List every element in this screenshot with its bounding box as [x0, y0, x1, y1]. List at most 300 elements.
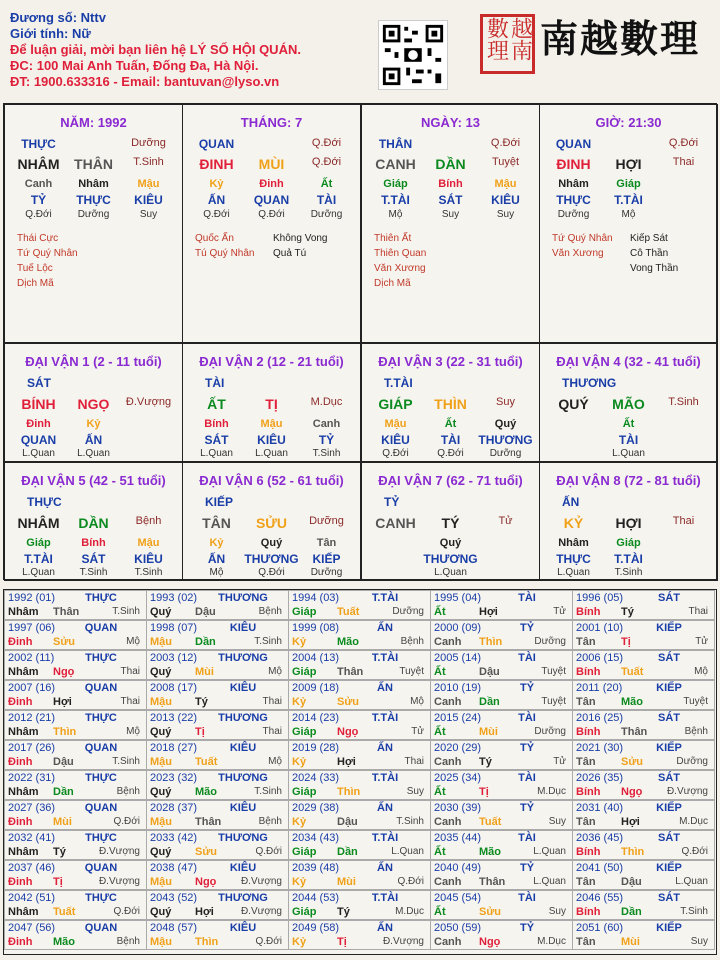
annual-phase: T.Sinh	[112, 606, 140, 617]
annual-cell	[572, 740, 715, 770]
annual-stem: Canh	[434, 756, 462, 768]
life-phase	[368, 567, 423, 578]
annual-cell	[288, 770, 431, 800]
annual-cell	[288, 830, 431, 860]
annual-stem: Ất	[434, 846, 446, 858]
annual-god: TỶ	[519, 802, 535, 814]
annual-cell	[4, 710, 147, 740]
annual-branch: Tuất	[337, 606, 360, 618]
life-phase: Mộ	[209, 567, 224, 578]
life-phase	[478, 567, 533, 578]
annual-phase: Dưỡng	[534, 726, 566, 737]
annual-god: SÁT	[658, 772, 680, 784]
ten-god: TÀI	[618, 433, 639, 447]
life-phase: Dưỡng	[489, 448, 522, 459]
pillar-top-row	[546, 137, 711, 151]
star-label: Văn Xương	[374, 263, 426, 274]
pillar-cell	[539, 104, 718, 343]
annual-stem: Nhâm	[8, 846, 39, 858]
annual-cell	[4, 860, 147, 890]
ten-god	[121, 433, 176, 447]
dai-van-gods-row	[546, 552, 711, 566]
annual-year: 2003 (12)	[150, 652, 198, 664]
annual-branch: Thìn	[621, 846, 645, 858]
annual-branch: Mùi	[53, 816, 72, 828]
annual-phase: Bệnh	[258, 816, 282, 827]
annual-year: 2046 (55)	[576, 892, 624, 904]
annual-stem: Giáp	[292, 666, 317, 678]
annual-god: KIẾP	[656, 802, 682, 814]
annual-god: THƯƠNG	[218, 652, 268, 664]
annual-phase: Mộ	[410, 696, 424, 707]
annual-phase: M.Dục	[679, 816, 708, 827]
dai-van-canchi-row	[189, 396, 354, 412]
annual-cell	[430, 620, 573, 650]
annual-stem: Quý	[150, 786, 172, 798]
annual-god: KIÊU	[229, 802, 257, 814]
ten-god: THỰC	[556, 552, 591, 566]
annual-branch: Tý	[479, 756, 492, 768]
annual-stem: Mậu	[150, 876, 172, 888]
annual-cell	[146, 650, 289, 680]
annual-stem: Kỷ	[292, 696, 307, 708]
annual-year: 2033 (42)	[150, 832, 198, 844]
annual-year: 1994 (03)	[292, 592, 340, 604]
dai-van-chi: TỊ	[265, 396, 278, 412]
annual-cell	[288, 650, 431, 680]
annual-phase: Suy	[548, 906, 566, 917]
annual-god: T.TÀI	[371, 652, 399, 664]
annual-branch: Dần	[337, 846, 358, 858]
annual-branch: Tuất	[621, 666, 644, 678]
hidden-stem: Giáp	[383, 178, 408, 190]
annual-god: THỰC	[85, 772, 117, 784]
annual-god: THỰC	[85, 712, 117, 724]
annual-year: 2045 (54)	[434, 892, 482, 904]
annual-branch: Dần	[621, 906, 642, 918]
life-phase: Mộ	[621, 209, 636, 220]
pillar-top-row	[368, 137, 533, 151]
annual-god: KIẾP	[656, 682, 682, 694]
dai-van-hidden-row	[546, 537, 711, 549]
annual-branch: Mùi	[621, 936, 640, 948]
annual-branch: Tị	[479, 786, 489, 798]
life-phase: Dưỡng	[310, 567, 343, 578]
annual-god: KIẾP	[656, 922, 682, 934]
annual-cell	[430, 650, 573, 680]
annual-year: 2011 (20)	[576, 682, 623, 694]
ten-god	[546, 433, 601, 447]
dai-van-phase-row	[189, 567, 354, 578]
dai-van-hidden-row	[11, 537, 176, 549]
annual-god: TÀI	[518, 652, 536, 664]
hidden-stem: Canh	[24, 178, 53, 190]
ten-god: ẤN	[84, 433, 103, 447]
ten-god: QUAN	[20, 433, 57, 447]
annual-stem: Mậu	[150, 936, 172, 948]
dai-van-god: T.TÀI	[384, 376, 413, 390]
annual-phase: Bệnh	[258, 606, 282, 617]
dai-van-phase: T.Sinh	[668, 396, 699, 408]
annual-branch: Sửu	[621, 756, 644, 768]
dai-van-can: TÂN	[202, 515, 231, 531]
dai-van-phase-row	[11, 448, 176, 459]
annual-stem: Nhâm	[8, 606, 39, 618]
star-label: Quốc Ấn	[195, 233, 234, 244]
annual-branch: Hợi	[337, 756, 356, 768]
annual-cell	[4, 740, 147, 770]
annual-cell	[4, 650, 147, 680]
dai-van-can: BÍNH	[21, 396, 56, 412]
ten-god: ẤN	[207, 193, 226, 207]
star-label: Tú Quý Nhân	[195, 248, 255, 259]
annual-stem: Đinh	[8, 936, 33, 948]
annual-god: SÁT	[658, 892, 680, 904]
annual-god: THƯƠNG	[218, 772, 268, 784]
pillar-top-row	[11, 137, 176, 151]
dai-van-cell	[182, 343, 361, 462]
annual-branch: Tý	[53, 846, 66, 858]
annual-year: 2008 (17)	[150, 682, 198, 694]
annual-phase: Suy	[406, 786, 424, 797]
annual-year: 1996 (05)	[576, 592, 624, 604]
annual-stem: Ất	[434, 666, 446, 678]
annual-phase: T.Sinh	[254, 786, 282, 797]
annual-branch: Tị	[53, 876, 63, 888]
pillar-phase-row	[368, 209, 533, 220]
hidden-stem: Đinh	[26, 418, 51, 430]
hidden-stem	[478, 537, 533, 549]
pillar-top: Q.Đới	[311, 137, 342, 149]
annual-phase: T.Sinh	[112, 756, 140, 767]
annual-year: 2018 (27)	[150, 742, 198, 754]
pillar-hidden-row	[11, 178, 176, 190]
hidden-stem: Quý	[439, 537, 462, 549]
annual-stem: Quý	[150, 846, 172, 858]
annual-year: 2010 (19)	[434, 682, 482, 694]
annual-table	[3, 589, 717, 955]
annual-year: 2038 (47)	[150, 862, 198, 874]
annual-branch: Mùi	[195, 666, 214, 678]
annual-phase: Q.Đới	[681, 846, 708, 857]
ten-god: ẤN	[207, 552, 226, 566]
annual-year: 2014 (23)	[292, 712, 340, 724]
star-label: Tuế Lộc	[17, 263, 53, 274]
annual-stem: Canh	[434, 816, 462, 828]
annual-god: THƯƠNG	[218, 592, 268, 604]
dai-van-phase-row	[11, 567, 176, 578]
annual-cell	[430, 710, 573, 740]
annual-branch: Thân	[479, 876, 506, 888]
annual-stem: Bính	[576, 726, 601, 738]
annual-cell	[430, 740, 573, 770]
ten-god: THƯƠNG	[478, 433, 533, 447]
annual-god: TỶ	[519, 922, 535, 934]
annual-cell	[288, 740, 431, 770]
dai-van-gods-row	[189, 433, 354, 447]
dai-van-canchi-row	[189, 515, 354, 531]
ten-god: THƯƠNG	[423, 552, 478, 566]
annual-cell	[430, 860, 573, 890]
annual-branch: Tý	[337, 906, 350, 918]
annual-year: 1997 (06)	[8, 622, 56, 634]
pillar-canchi: DẦN	[435, 156, 466, 172]
dai-van-god: ẤN	[562, 495, 580, 509]
annual-god: ẤN	[377, 622, 393, 634]
hidden-stem	[368, 537, 423, 549]
dai-van-can: ẤT	[207, 396, 226, 412]
dai-van-cell	[361, 343, 540, 462]
ten-god	[656, 193, 711, 207]
star-label: Dịch Mã	[17, 278, 54, 289]
ten-god: TÀI	[316, 193, 337, 207]
annual-cell	[146, 800, 289, 830]
life-phase: Suy	[441, 209, 460, 220]
annual-cell	[4, 890, 147, 920]
annual-god: ẤN	[377, 802, 393, 814]
annual-phase: L.Quan	[533, 846, 566, 857]
annual-cell	[572, 800, 715, 830]
dai-van-gods-row	[546, 433, 711, 447]
pillar-title: NĂM: 1992	[60, 115, 127, 130]
annual-god: T.TÀI	[371, 892, 399, 904]
red-seal-icon	[480, 14, 535, 74]
annual-phase: Thai	[688, 606, 708, 617]
life-phase: L.Quan	[612, 448, 645, 459]
annual-branch: Ngọ	[195, 876, 217, 888]
pillar-hidden-row	[546, 178, 711, 190]
annual-stem: Tân	[576, 756, 596, 768]
annual-god: KIÊU	[229, 922, 257, 934]
dai-van-cell	[539, 462, 718, 581]
annual-stem: Ất	[434, 906, 446, 918]
pillar-cell	[361, 104, 540, 343]
annual-phase: Mộ	[126, 636, 140, 647]
annual-god: SÁT	[658, 652, 680, 664]
annual-branch: Dậu	[479, 666, 500, 678]
annual-cell	[288, 620, 431, 650]
pillar-phase-row	[11, 209, 176, 220]
annual-cell	[4, 590, 147, 620]
hidden-stem: Kỷ	[209, 178, 224, 190]
dai-van-canchi-row	[368, 396, 533, 412]
ten-god: KIÊU	[381, 433, 410, 447]
dai-van-can: QUÝ	[558, 396, 589, 412]
annual-phase: Mộ	[268, 756, 282, 767]
annual-god: ẤN	[377, 742, 393, 754]
annual-phase: Suy	[548, 816, 566, 827]
annual-cell	[4, 800, 147, 830]
annual-branch: Thìn	[53, 726, 77, 738]
annual-branch: Hợi	[621, 816, 640, 828]
annual-cell	[430, 830, 573, 860]
dai-van-god: TÀI	[205, 376, 225, 390]
annual-god: KIẾP	[656, 862, 682, 874]
life-phase: Mộ	[388, 209, 403, 220]
annual-branch: Mão	[337, 636, 359, 648]
annual-stem: Tân	[576, 816, 596, 828]
life-phase: Q.Đới	[258, 567, 285, 578]
life-phase: Q.Đới	[258, 209, 285, 220]
hidden-stem: Mậu	[384, 418, 407, 430]
pillar-top: THÂN	[378, 137, 413, 151]
annual-branch: Sửu	[195, 846, 218, 858]
annual-cell	[572, 680, 715, 710]
pillar-canchi-row	[189, 156, 354, 172]
annual-phase: Đ.Vượng	[240, 906, 282, 917]
annual-branch: Ngọ	[479, 936, 501, 948]
pillar-gods-row	[11, 193, 176, 207]
hidden-stem	[121, 418, 176, 430]
life-phase: Q.Đới	[203, 209, 230, 220]
annual-god: T.TÀI	[371, 712, 399, 724]
annual-phase: Tuyệt	[541, 666, 566, 677]
annual-stem: Đinh	[8, 876, 33, 888]
annual-year: 2040 (49)	[434, 862, 482, 874]
dai-van-cell	[4, 343, 183, 462]
life-phase	[121, 448, 176, 459]
annual-stem: Giáp	[292, 726, 317, 738]
annual-stem: Bính	[576, 906, 601, 918]
annual-stem: Nhâm	[8, 666, 39, 678]
dai-van-can: NHÂM	[17, 515, 60, 531]
annual-phase: M.Dục	[537, 786, 566, 797]
hidden-stem	[656, 178, 711, 190]
annual-year: 2025 (34)	[434, 772, 482, 784]
annual-god: QUAN	[84, 802, 118, 814]
annual-branch: Dậu	[195, 606, 216, 618]
annual-phase: Bệnh	[400, 636, 424, 647]
pillar-top-row	[189, 137, 354, 151]
annual-god: KIÊU	[229, 682, 257, 694]
ten-god: SÁT	[204, 433, 229, 447]
hidden-stem: Kỷ	[86, 418, 101, 430]
star-label: Văn Xương	[552, 248, 604, 259]
annual-god: THƯƠNG	[218, 892, 268, 904]
annual-stem: Kỷ	[292, 636, 307, 648]
dai-van-phase-row	[546, 567, 711, 578]
annual-phase: T.Sinh	[254, 636, 282, 647]
annual-cell	[4, 920, 147, 950]
star-label: Thiên Ất	[374, 233, 412, 244]
annual-phase: Q.Đới	[113, 816, 140, 827]
ten-god: SÁT	[438, 193, 463, 207]
hidden-stem: Bính	[81, 537, 106, 549]
annual-branch: Mùi	[337, 876, 356, 888]
dai-van-gods-row	[11, 552, 176, 566]
annual-cell	[288, 590, 431, 620]
hidden-stem: Ất	[622, 418, 635, 430]
annual-cell	[430, 770, 573, 800]
ten-god: KIÊU	[491, 193, 520, 207]
annual-branch: Tị	[621, 636, 631, 648]
pillar-phase-row	[189, 209, 354, 220]
annual-phase: Thai	[262, 726, 282, 737]
annual-year: 2051 (60)	[576, 922, 624, 934]
annual-year: 2043 (52)	[150, 892, 198, 904]
annual-cell	[146, 830, 289, 860]
ten-god: T.TÀI	[381, 193, 410, 207]
annual-phase: Tử	[695, 636, 708, 647]
annual-phase: Dưỡng	[392, 606, 424, 617]
annual-year: 2026 (35)	[576, 772, 624, 784]
hidden-stem: Nhâm	[558, 178, 589, 190]
annual-phase: Thai	[404, 756, 424, 767]
life-phase	[656, 567, 711, 578]
annual-god: KIÊU	[229, 862, 257, 874]
annual-stem: Giáp	[292, 786, 317, 798]
dai-van-canchi-row	[546, 396, 711, 412]
annual-stem: Mậu	[150, 756, 172, 768]
annual-year: 2020 (29)	[434, 742, 482, 754]
hidden-stem: Ất	[444, 418, 457, 430]
annual-cell	[572, 650, 715, 680]
annual-cell	[146, 590, 289, 620]
pillar-title: NGÀY: 13	[421, 115, 480, 130]
hidden-stem: Kỷ	[209, 537, 224, 549]
annual-stem: Tân	[576, 636, 596, 648]
pillar-cell	[4, 104, 183, 343]
annual-phase: Tuyệt	[399, 666, 424, 677]
pillar-canchi: ĐINH	[556, 156, 591, 172]
annual-stem: Ất	[434, 726, 446, 738]
annual-year: 1995 (04)	[434, 592, 482, 604]
hidden-stem: Giáp	[616, 537, 641, 549]
life-phase	[546, 448, 601, 459]
annual-branch: Mão	[53, 936, 75, 948]
dai-van-chi: DẦN	[78, 515, 109, 531]
annual-year: 2034 (43)	[292, 832, 340, 844]
annual-year: 2027 (36)	[8, 802, 56, 814]
pillar-phase-row	[546, 209, 711, 220]
ten-god: T.TÀI	[614, 552, 643, 566]
annual-stem: Đinh	[8, 816, 33, 828]
pillar-canchi: HỢI	[615, 156, 642, 172]
annual-god: THỰC	[85, 592, 117, 604]
annual-branch: Thân	[195, 816, 222, 828]
annual-god: THỰC	[85, 652, 117, 664]
annual-year: 2042 (51)	[8, 892, 56, 904]
dai-van-title: ĐẠI VẬN 4 (32 - 41 tuổi)	[556, 354, 701, 369]
annual-god: TỶ	[519, 622, 535, 634]
annual-stem: Quý	[150, 906, 172, 918]
phone-line: ĐT: 1900.633316 - Email: bantuvan@lyso.vn	[10, 74, 280, 89]
annual-phase: Thai	[262, 696, 282, 707]
annual-year: 2031 (40)	[576, 802, 624, 814]
pillar-top: QUAN	[555, 137, 592, 151]
annual-phase: Mộ	[268, 666, 282, 677]
life-phase: Dưỡng	[77, 209, 110, 220]
hidden-stem: Đinh	[259, 178, 284, 190]
life-phase: L.Quan	[200, 448, 233, 459]
dai-van-hidden-row	[368, 418, 533, 430]
annual-cell	[146, 620, 289, 650]
annual-phase: Thai	[120, 696, 140, 707]
annual-cell	[430, 920, 573, 950]
annual-year: 2009 (18)	[292, 682, 340, 694]
annual-branch: Thân	[621, 726, 648, 738]
pillar-canchi: CANH	[375, 156, 416, 172]
life-phase: Suy	[139, 209, 158, 220]
annual-god: SÁT	[658, 832, 680, 844]
annual-branch: Sửu	[479, 906, 502, 918]
dai-van-hidden-row	[546, 418, 711, 430]
annual-phase: Đ.Vượng	[98, 846, 140, 857]
annual-stem: Tân	[576, 936, 596, 948]
annual-stem: Bính	[576, 846, 601, 858]
annual-phase: Bệnh	[684, 726, 708, 737]
ten-god: KIẾP	[312, 552, 341, 566]
